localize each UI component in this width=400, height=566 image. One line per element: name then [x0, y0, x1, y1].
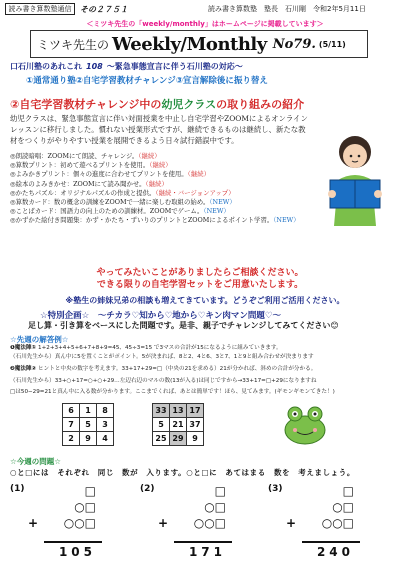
activity-item	[10, 216, 310, 225]
problem-row: ○□	[332, 500, 354, 514]
activity-tag: （継続）	[145, 179, 168, 188]
activity-text: ◎絵本のよみきかせ：ZOOMにて読み聞かせ。	[10, 179, 146, 188]
problem-1	[10, 484, 120, 564]
sum-line	[302, 541, 360, 543]
siblings-note: ※塾生の姉妹兄弟の相談も増えてきています。どうぞご利用ご活用ください。	[65, 296, 345, 305]
answer-text: （石川先生から）33+○+17=○+○+29…左辺右辺のマルの数(13が入る)は同じですから→33+17=□+29になりますね	[10, 378, 317, 384]
square-cell: 3	[97, 418, 114, 432]
activity-item	[10, 189, 310, 198]
problem-row: ○□	[204, 500, 226, 514]
answer-label: ❶魔法陣①	[10, 345, 37, 351]
section-heading-post: の取り組みの紹介	[216, 98, 305, 111]
special-title: ☆特別企画☆ ～チカラ♡知から♡地から♡キン肉マン問題♡～	[40, 311, 281, 321]
answer-line	[10, 378, 317, 385]
square-cell: 13	[170, 404, 187, 418]
activity-text: ◎かたちパズル：オリジナルパズルの作成と提供。	[10, 188, 156, 197]
problem-row: ○□	[74, 500, 96, 514]
square-cell: 9	[187, 432, 204, 446]
activity-tag: （継続）	[138, 152, 161, 160]
activity-tag: （継続・バージョンアップ）	[155, 188, 235, 197]
square-cell: 4	[97, 432, 114, 446]
title-banner	[30, 30, 368, 58]
banner-number: No79.	[272, 36, 316, 52]
consult-line-1: やってみたいことがありましたらご相談ください。	[96, 268, 304, 278]
questions-instruction: ○と□には それぞれ 同じ 数が 入ります。○と□に あてはまる 数を 考えましょう。	[10, 468, 355, 477]
section-heading-pre: ②自宅学習教材チャレンジ中の	[10, 98, 162, 111]
column-heading	[10, 61, 243, 72]
answers-heading: ☆先週の解答例☆	[10, 335, 69, 344]
frog-illustration	[275, 398, 335, 448]
square-cell: 17	[187, 404, 204, 418]
activity-text: ◎かずかた絵付き問題集：かず・かたち・ずいりのプリントとZOOMによるポイント学習。	[10, 216, 274, 225]
plus-sign: +	[158, 516, 169, 530]
consult-line-2: できる限りの自宅学習セットをご用意いたします。	[96, 279, 304, 290]
activity-text: ◎算数カード：数の概念の訓練をZOOMで一緒に楽しむ取組の始め。	[10, 198, 210, 207]
square-cell: 5	[153, 418, 170, 432]
banner-teacher-name: ミツキ先生の	[37, 37, 110, 52]
activity-tag: （継続）	[187, 170, 210, 179]
answer-text: 1+2+3+4+5+6+7+8+9=45、45÷3=15 で3マスの合計が15になるように組みていきます。	[38, 345, 282, 351]
square-cell: 7	[63, 418, 80, 432]
activity-list	[10, 152, 310, 226]
activity-text: ◎ことばカード：国語力の向上のための訓練材。ZOOMでゲーム。	[10, 207, 204, 216]
activity-item	[10, 170, 310, 179]
square-cell: 1	[80, 404, 97, 418]
problem-answer: 240	[316, 545, 354, 559]
section-heading	[10, 96, 304, 112]
square-cell: 9	[80, 432, 97, 446]
problem-row: □	[214, 484, 226, 498]
special-description: 足し算・引き算をベースにした問題です。是非、親子でチャレンジしてみてください😊	[28, 321, 339, 330]
activity-tag: （NEW）	[203, 207, 230, 216]
child-reading-illustration	[316, 128, 394, 226]
column-subtitle: ～緊急事態宣言に伴う石川塾の対応～	[106, 62, 243, 71]
answer-text: （石川先生から）真ん中に5を置くことがポイント。5が決まれば、8と2、4と6、3と7、1と9と組み合わせが決まります	[10, 354, 314, 360]
square-cell: 25	[153, 432, 170, 446]
activity-item	[10, 180, 310, 189]
activity-tag: （NEW）	[273, 216, 300, 225]
consult-callout	[10, 268, 390, 291]
activity-text: ◎よみかきプリント：個々の進度に合わせてプリントを使用。	[10, 170, 188, 179]
banner-date: (5/11)	[318, 39, 346, 49]
newsletter-label: 読み書き算数塾通信	[5, 3, 75, 15]
questions-heading: ☆今週の問題☆	[10, 457, 61, 466]
sum-line	[174, 541, 232, 543]
sum-line	[44, 541, 102, 543]
plan-options: ①通常通り塾②自宅学習教材チャレンジ③宣言解除後に振り替え	[26, 76, 268, 86]
publisher-date: 読み書き算数塾 塾長 石川剛 令和2年5月11日	[208, 5, 366, 13]
activity-text: ◎朗読暗唱：ZOOMにて朗読、チャレンジ。	[10, 152, 139, 160]
banner-title: Weekly/Monthly	[112, 33, 267, 55]
activity-item	[10, 198, 310, 207]
problem-answer: 171	[188, 545, 226, 559]
intro-paragraph: 幼児クラスは、緊急事態宣言に伴い対面授業を中止し自宅学習やZOOMによるオンラインレッスンに移行しました。慣れない授業形式ですが、継続できるものは継続し、新たな教材をつくりがやりやすい授業を展開できるよう日々試行錯誤中です。	[10, 114, 308, 145]
column-prefix: 口石川塾のあれこれ	[10, 62, 82, 71]
column-number: 108	[86, 62, 103, 71]
square-cell: 2	[63, 432, 80, 446]
activity-text: ◎算数プリント：初めて遊べるプリントを使用。	[10, 161, 150, 170]
problem-answer: 105	[58, 545, 96, 559]
answer-line	[10, 345, 282, 352]
magic-square-1	[62, 403, 114, 446]
square-cell: 8	[97, 404, 114, 418]
activity-tag: （NEW）	[209, 198, 236, 207]
problem-row: □	[84, 484, 96, 498]
answer-text: □は50−29=21と真ん中に入る数が分かります。ここまでくれば、あとは簡単です！ほら、見てみます。(ギモンギモンてきた！)	[10, 389, 335, 395]
square-cell: 33	[153, 404, 170, 418]
square-cell: 29	[170, 432, 187, 446]
problem-3	[268, 484, 378, 564]
website-notice: ＜ミツキ先生の「weekly/monthly」はホームページに掲載しています＞	[86, 20, 324, 28]
answer-label: ❷魔法陣②	[10, 366, 37, 372]
problem-row: ○○□	[63, 516, 96, 530]
square-cell: 5	[80, 418, 97, 432]
problem-label: (1)	[10, 484, 25, 494]
problem-2	[140, 484, 250, 564]
answer-line	[10, 389, 335, 396]
answer-line	[10, 366, 316, 373]
plus-sign: +	[286, 516, 297, 530]
problem-row: □	[342, 484, 354, 498]
square-cell: 37	[187, 418, 204, 432]
problem-label: (3)	[268, 484, 283, 494]
problem-row: ○○□	[321, 516, 354, 530]
section-heading-highlight: 幼児クラス	[161, 98, 217, 111]
magic-square-2	[152, 403, 204, 446]
square-cell: 21	[170, 418, 187, 432]
answer-line	[10, 354, 314, 361]
problem-row: ○○□	[193, 516, 226, 530]
activity-tag: （継続）	[149, 161, 172, 170]
problem-label: (2)	[140, 484, 155, 494]
answer-text: ヒントと中央の数字を考えます。33+17+29=□（中央の21を求める）21が分かれば、斜めの合計が分かる。	[38, 366, 317, 372]
issue-number: その２７５１	[80, 5, 128, 14]
plus-sign: +	[28, 516, 39, 530]
activity-item	[10, 152, 310, 161]
square-cell: 6	[63, 404, 80, 418]
